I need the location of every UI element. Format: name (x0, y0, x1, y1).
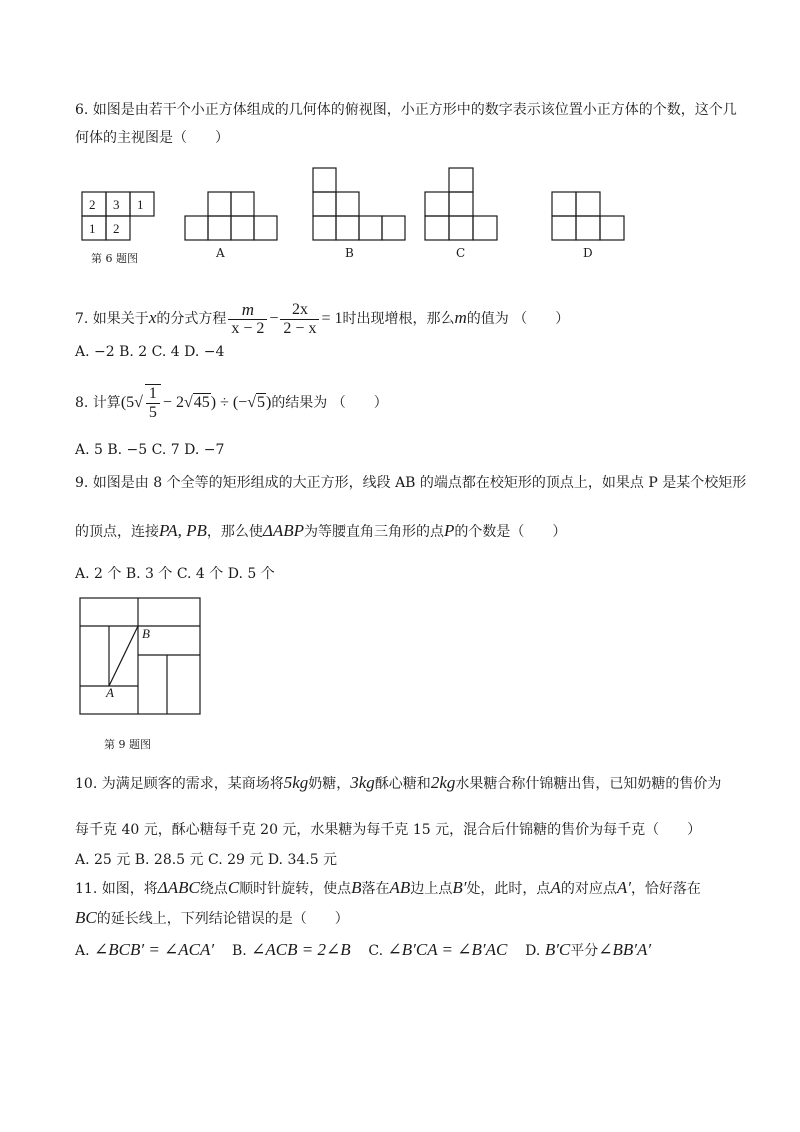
q11-opt-d-b: 平分 (570, 943, 599, 959)
q10-stem-line2: 每千克 40 元，酥心糖每千克 20 元，水果糖为每千克 15 元，混合后什锦糖的售价为每千克（ ） (75, 822, 702, 838)
q11-line1-a: 11. 如图，将 (75, 881, 158, 897)
q7-suffix1: 时出现增根，那么 (342, 311, 455, 327)
q8-f-numerator: 1 (146, 385, 160, 404)
q11-line1-b: 绕点 (199, 881, 228, 897)
q8-prefix: 8. 计算 (75, 395, 121, 411)
q9-line2-b: ，那么使 (206, 524, 263, 540)
q11-point-c: C (227, 878, 240, 897)
q6-option-b-figure (313, 168, 405, 240)
q6-stem-line1: 6. 如图是由若干个小正方体组成的几何体的俯视图，小正方形中的数字表示该位置小正方体的个数，这个几 (75, 102, 737, 118)
q11-opt-a: ∠BCB′ = ∠ACA′ (94, 940, 215, 959)
q10-line1-b: 奶糖， (308, 776, 351, 792)
q6-option-c-label: C (456, 246, 466, 260)
q10-weight-1: 5kg (283, 773, 309, 792)
q9-line2-d: 的个数是（ ） (454, 524, 567, 540)
q9-triangle: ΔABP (262, 521, 304, 540)
q11-line1-g: 的对应点 (560, 881, 617, 897)
q7-equals: = 1 (321, 310, 343, 327)
q8-fraction (145, 384, 161, 422)
q7-answer-options: A. −2 B. 2 C. 4 D. −4 (75, 344, 225, 360)
q11-line2: 的延长线上，下列结论错误的是（ ） (96, 911, 349, 927)
q11-opt-d-c: ∠BB′A′ (598, 940, 652, 959)
q9-line2-a: 的顶点，连接 (75, 524, 159, 540)
q11-answer-options (75, 938, 651, 963)
q8-open: (5 (120, 394, 135, 411)
q11-line1-h: ，恰好落在 (630, 881, 701, 897)
q9-stem-line2 (75, 516, 566, 547)
q6-option-a-figure (185, 192, 277, 240)
q11-point-a-prime: A′ (616, 878, 631, 897)
q6-grid-cell: 3 (113, 197, 120, 212)
q11-triangle: ΔABC (157, 878, 200, 897)
q7-prefix: 7. 如果关于 (75, 311, 149, 327)
q6-caption: 第 6 题图 (91, 252, 138, 265)
q9-caption: 第 9 题图 (104, 738, 151, 751)
q7-f1-numerator: m (228, 301, 267, 320)
q7-minus: − (269, 310, 279, 327)
q8-close: ) ÷ (− (210, 394, 248, 411)
q8-radicand-2: 5 (256, 394, 265, 411)
q11-opt-d-a: B′C (544, 940, 571, 959)
q9-answer-options: A. 2 个 B. 3 个 C. 4 个 D. 5 个 (75, 566, 275, 582)
q10-line1-d: 水果糖合称什锦糖出售，已知奶糖的售价为 (455, 776, 722, 792)
q9-figure (80, 598, 200, 714)
q11-opt-c-label: C. (368, 943, 384, 959)
q11-line1-e: 边上点 (410, 881, 453, 897)
q9-label-a: A (106, 685, 114, 700)
q11-line1-f: 处，此时，点 (466, 881, 551, 897)
q6-option-d-figure (552, 192, 624, 240)
q11-line1-c: 顺时针旋转，使点 (239, 881, 352, 897)
q11-segment-ab: AB (389, 878, 411, 897)
q10-answer-options: A. 25 元 B. 28.5 元 C. 29 元 D. 34.5 元 (75, 852, 338, 868)
q6-option-a-label: A (216, 246, 225, 260)
q7-mid: 的分式方程 (156, 311, 227, 327)
q9-label-b: B (142, 626, 150, 641)
q11-opt-b: ∠ACB = 2∠B (251, 940, 351, 959)
q10-line1-a: 10. 为满足顾客的需求，某商场将 (75, 776, 284, 792)
q10-line1-c: 酥心糖和 (374, 776, 431, 792)
q11-point-b: B (351, 878, 362, 897)
q7-var-x: x (148, 308, 157, 327)
q9-stem-line1: 9. 如图是由 8 个全等的矩形组成的大正方形，线段 AB 的端点都在校矩形的顶点上，如果点 P 是某个校矩形 (75, 475, 747, 491)
q11-opt-a-label: A. (75, 943, 90, 959)
q7-stem (75, 298, 569, 339)
q6-grid-cell: 1 (137, 197, 144, 212)
q8-answer-options: A. 5 B. −5 C. 7 D. −7 (75, 442, 225, 458)
q7-fraction-2 (280, 301, 319, 338)
q7-var-m: m (454, 308, 467, 327)
q11-stem-line1 (75, 876, 701, 901)
q7-f1-denominator: x − 2 (231, 319, 265, 337)
q10-stem-line1 (75, 768, 721, 799)
q10-weight-3: 2kg (430, 773, 456, 792)
q9-pa-pb: PA, PB (159, 521, 207, 540)
q8-mid: − 2 (162, 394, 184, 411)
q6-grid-cell: 1 (89, 221, 96, 236)
q8-radicand: 45 (193, 394, 210, 411)
q6-option-c-figure (425, 168, 497, 240)
q7-f2-denominator: 2 − x (283, 319, 317, 337)
q8-end: ) (265, 394, 272, 411)
q9-line2-c: 为等腰直角三角形的点 (304, 524, 444, 540)
q11-stem-line2 (75, 906, 349, 931)
q7-fraction-1 (228, 301, 267, 338)
q8-f-denominator: 5 (148, 404, 157, 421)
q11-point-a: A (550, 878, 561, 897)
q6-grid-cell: 2 (89, 197, 96, 212)
q8-suffix: 的结果为 （ ） (271, 395, 388, 411)
q11-point-b-prime: B′ (452, 878, 467, 897)
q11-segment-bc: BC (75, 908, 97, 927)
q10-weight-2: 3kg (350, 773, 375, 792)
q11-opt-c: ∠B′CA = ∠B′AC (387, 940, 508, 959)
q11-opt-b-label: B. (231, 943, 247, 959)
q8-stem: 8. 计算(5√ $\frac{1}{5}$ − 2√45) ÷ (−√5)的结果为 （ ） (75, 385, 388, 421)
q6-option-d-label: D (583, 246, 593, 260)
q7-suffix2: 的值为 （ ） (466, 311, 570, 327)
q7-f2-numerator: 2x (280, 301, 319, 320)
q11-opt-d-label: D. (525, 943, 541, 959)
q6-stem-line2: 何体的主视图是（ ） (75, 130, 229, 146)
q11-line1-d: 落在 (361, 881, 390, 897)
q6-grid-cell: 2 (113, 221, 120, 236)
q6-option-b-label: B (345, 246, 354, 260)
q9-point-p: P (444, 521, 455, 540)
